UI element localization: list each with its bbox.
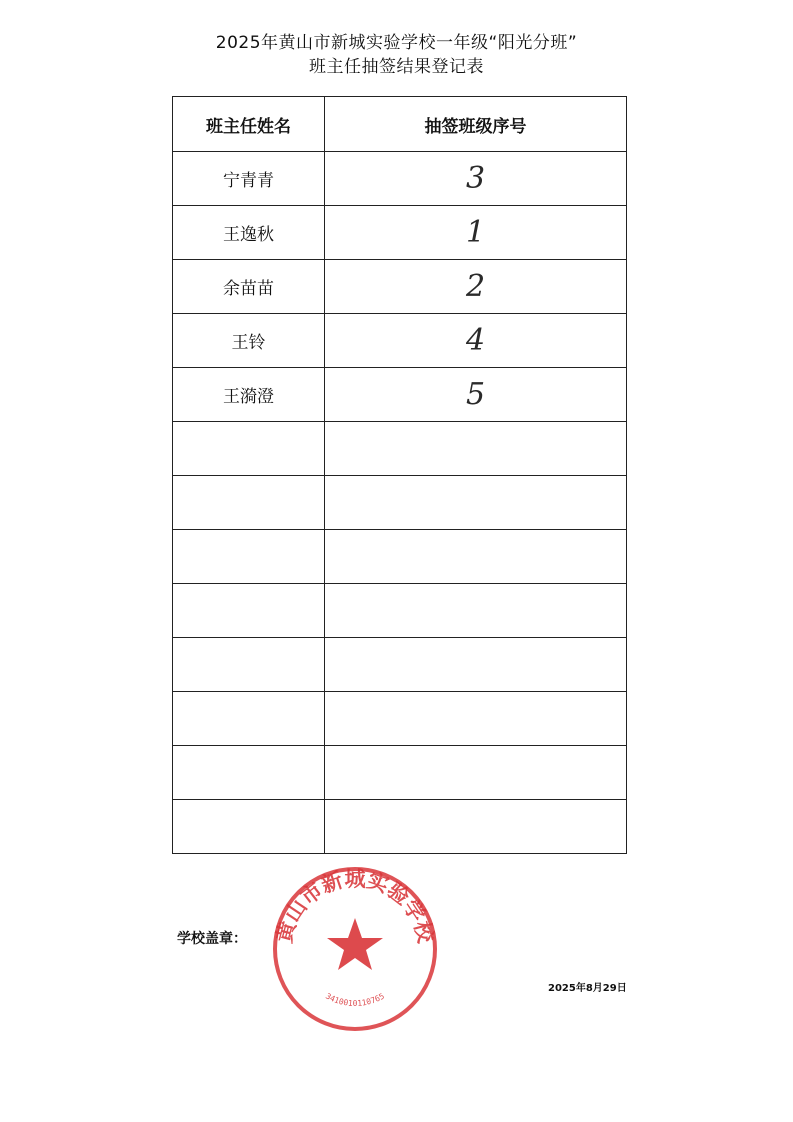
table-row	[173, 746, 627, 800]
document-title-line1: 2025年黄山市新城实验学校一年级“阳光分班”	[215, 33, 578, 53]
teacher-name-cell	[173, 800, 325, 854]
header-teacher-name: 班主任姓名	[173, 97, 325, 152]
table-row	[173, 692, 627, 746]
class-number-cell	[325, 584, 627, 638]
teacher-name-cell: 王漪澄	[173, 368, 325, 422]
table-row	[173, 368, 627, 422]
table-row	[173, 584, 627, 638]
table-row	[173, 422, 627, 476]
teacher-name-cell	[173, 530, 325, 584]
table-header-row	[173, 97, 627, 152]
class-number-cell: 1	[325, 206, 627, 260]
table-row	[173, 800, 627, 854]
school-seal-label: 学校盖章：	[177, 931, 247, 947]
teacher-name-cell: 王铃	[173, 314, 325, 368]
class-number-cell	[325, 530, 627, 584]
teacher-name-cell: 宁青青	[173, 152, 325, 206]
teacher-name-cell	[173, 746, 325, 800]
class-number-cell: 4	[325, 314, 627, 368]
class-number-cell: 5	[325, 368, 627, 422]
class-number-cell	[325, 692, 627, 746]
table-row	[173, 260, 627, 314]
school-seal-stamp	[270, 864, 440, 1034]
document-date: 2025年8月29日	[548, 983, 627, 994]
teacher-name-cell	[173, 584, 325, 638]
header-class-number: 抽签班级序号	[325, 97, 627, 152]
class-number-cell: 3	[325, 152, 627, 206]
stamp-school-name-path: 黄山市新城实验学校	[271, 866, 439, 946]
class-number-cell	[325, 746, 627, 800]
class-number-cell	[325, 476, 627, 530]
table-row	[173, 638, 627, 692]
table-row	[173, 530, 627, 584]
teacher-name-cell	[173, 422, 325, 476]
table-row	[173, 152, 627, 206]
class-number-cell	[325, 800, 627, 854]
teacher-name-cell: 余苗苗	[173, 260, 325, 314]
class-number-cell: 2	[325, 260, 627, 314]
document-title-line2: 班主任抽签结果登记表	[309, 57, 484, 77]
stamp-code-path: 3410010110765	[324, 991, 386, 1008]
star-icon	[327, 918, 383, 970]
teacher-name-cell: 王逸秋	[173, 206, 325, 260]
table-row	[173, 206, 627, 260]
lottery-results-table	[172, 96, 627, 854]
teacher-name-cell	[173, 638, 325, 692]
table-row	[173, 314, 627, 368]
class-number-cell	[325, 638, 627, 692]
teacher-name-cell	[173, 692, 325, 746]
teacher-name-cell	[173, 476, 325, 530]
class-number-cell	[325, 422, 627, 476]
stamp-code	[324, 991, 386, 1008]
table-row	[173, 476, 627, 530]
